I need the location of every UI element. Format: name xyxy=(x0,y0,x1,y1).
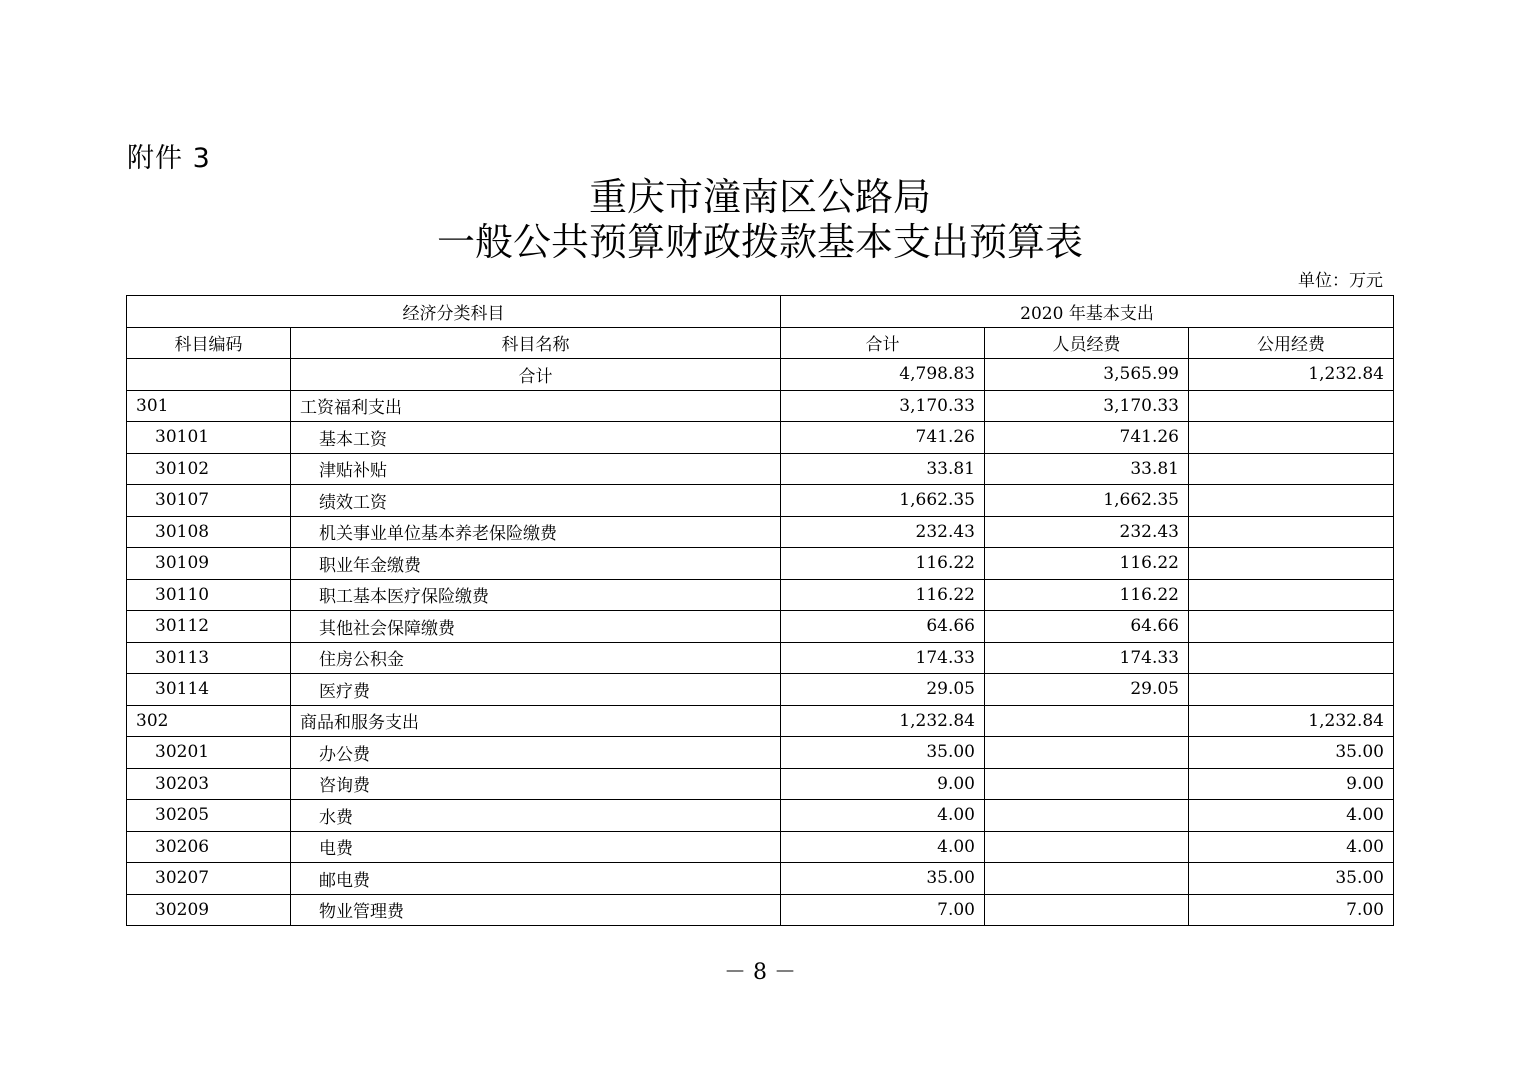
row-personnel: 232.43 xyxy=(985,516,1189,548)
header-row-columns xyxy=(127,327,1394,359)
budget-table xyxy=(126,295,1394,926)
row-name: 津贴补贴 xyxy=(291,453,781,485)
row-personnel xyxy=(985,863,1189,895)
row-personnel: 29.05 xyxy=(985,674,1189,706)
total-row-personnel: 3,565.99 xyxy=(985,359,1189,391)
row-total: 9.00 xyxy=(781,768,985,800)
header-basic-expenditure-2020: 2020 年基本支出 xyxy=(781,296,1394,328)
row-personnel xyxy=(985,894,1189,926)
row-total: 33.81 xyxy=(781,453,985,485)
table-row xyxy=(127,863,1394,895)
row-public: 35.00 xyxy=(1189,863,1394,895)
row-total: 4.00 xyxy=(781,831,985,863)
row-public: 35.00 xyxy=(1189,737,1394,769)
row-personnel: 1,662.35 xyxy=(985,485,1189,517)
row-personnel xyxy=(985,768,1189,800)
row-name: 邮电费 xyxy=(291,863,781,895)
row-public: 9.00 xyxy=(1189,768,1394,800)
table-row xyxy=(127,453,1394,485)
row-public xyxy=(1189,390,1394,422)
header-row-group xyxy=(127,296,1394,328)
row-name: 住房公积金 xyxy=(291,642,781,674)
row-code: 30102 xyxy=(127,453,291,485)
row-public: 4.00 xyxy=(1189,831,1394,863)
row-name: 商品和服务支出 xyxy=(291,705,781,737)
header-personnel: 人员经费 xyxy=(985,327,1189,359)
row-code: 30209 xyxy=(127,894,291,926)
row-code: 30201 xyxy=(127,737,291,769)
row-code: 30114 xyxy=(127,674,291,706)
row-code: 30112 xyxy=(127,611,291,643)
row-personnel: 33.81 xyxy=(985,453,1189,485)
row-code: 30205 xyxy=(127,800,291,832)
row-total: 116.22 xyxy=(781,579,985,611)
row-personnel: 116.22 xyxy=(985,579,1189,611)
table-row xyxy=(127,674,1394,706)
row-name: 机关事业单位基本养老保险缴费 xyxy=(291,516,781,548)
row-name: 水费 xyxy=(291,800,781,832)
table-row xyxy=(127,800,1394,832)
row-public: 1,232.84 xyxy=(1189,705,1394,737)
row-total: 7.00 xyxy=(781,894,985,926)
header-total: 合计 xyxy=(781,327,985,359)
row-total: 174.33 xyxy=(781,642,985,674)
unit-label: 单位：万元 xyxy=(1298,271,1383,291)
row-public: 7.00 xyxy=(1189,894,1394,926)
row-code: 30101 xyxy=(127,422,291,454)
row-public xyxy=(1189,548,1394,580)
row-name: 物业管理费 xyxy=(291,894,781,926)
row-code: 30206 xyxy=(127,831,291,863)
row-total: 29.05 xyxy=(781,674,985,706)
table-row xyxy=(127,768,1394,800)
row-personnel: 116.22 xyxy=(985,548,1189,580)
row-public xyxy=(1189,485,1394,517)
row-public xyxy=(1189,611,1394,643)
row-public xyxy=(1189,453,1394,485)
row-personnel xyxy=(985,737,1189,769)
row-total: 3,170.33 xyxy=(781,390,985,422)
total-row-label: 合计 xyxy=(291,359,781,391)
row-public xyxy=(1189,674,1394,706)
table-row xyxy=(127,548,1394,580)
page-number: － 8 － xyxy=(724,960,796,985)
table-row xyxy=(127,894,1394,926)
row-name: 电费 xyxy=(291,831,781,863)
attachment-label: 附件 3 xyxy=(127,143,211,174)
row-name: 咨询费 xyxy=(291,768,781,800)
row-personnel: 3,170.33 xyxy=(985,390,1189,422)
table-row xyxy=(127,516,1394,548)
row-total: 1,232.84 xyxy=(781,705,985,737)
document-title-line1: 重庆市潼南区公路局 xyxy=(588,175,931,219)
row-public xyxy=(1189,516,1394,548)
table-row xyxy=(127,485,1394,517)
row-total: 232.43 xyxy=(781,516,985,548)
header-public: 公用经费 xyxy=(1189,327,1394,359)
row-name: 其他社会保障缴费 xyxy=(291,611,781,643)
row-public xyxy=(1189,579,1394,611)
total-row-code xyxy=(127,359,291,391)
row-personnel xyxy=(985,705,1189,737)
header-code: 科目编码 xyxy=(127,327,291,359)
total-row-public: 1,232.84 xyxy=(1189,359,1394,391)
table-row xyxy=(127,737,1394,769)
table-row xyxy=(127,642,1394,674)
row-personnel xyxy=(985,831,1189,863)
row-personnel: 174.33 xyxy=(985,642,1189,674)
row-total: 116.22 xyxy=(781,548,985,580)
row-code: 30110 xyxy=(127,579,291,611)
row-personnel xyxy=(985,800,1189,832)
row-total: 64.66 xyxy=(781,611,985,643)
row-code: 30107 xyxy=(127,485,291,517)
row-code: 30207 xyxy=(127,863,291,895)
row-name: 职工基本医疗保险缴费 xyxy=(291,579,781,611)
row-total: 741.26 xyxy=(781,422,985,454)
row-name: 职业年金缴费 xyxy=(291,548,781,580)
row-total: 1,662.35 xyxy=(781,485,985,517)
row-personnel: 64.66 xyxy=(985,611,1189,643)
row-total: 35.00 xyxy=(781,737,985,769)
row-public xyxy=(1189,642,1394,674)
table-row xyxy=(127,422,1394,454)
table-row xyxy=(127,390,1394,422)
row-public: 4.00 xyxy=(1189,800,1394,832)
row-code: 30113 xyxy=(127,642,291,674)
row-name: 绩效工资 xyxy=(291,485,781,517)
total-row-total: 4,798.83 xyxy=(781,359,985,391)
table-row xyxy=(127,611,1394,643)
row-name: 办公费 xyxy=(291,737,781,769)
row-personnel: 741.26 xyxy=(985,422,1189,454)
row-code: 30108 xyxy=(127,516,291,548)
total-row xyxy=(127,359,1394,391)
row-total: 4.00 xyxy=(781,800,985,832)
header-name: 科目名称 xyxy=(291,327,781,359)
row-name: 工资福利支出 xyxy=(291,390,781,422)
table-row xyxy=(127,831,1394,863)
header-economic-classification: 经济分类科目 xyxy=(127,296,781,328)
table-row xyxy=(127,705,1394,737)
row-total: 35.00 xyxy=(781,863,985,895)
row-public xyxy=(1189,422,1394,454)
document-title-line2: 一般公共预算财政拨款基本支出预算表 xyxy=(436,220,1083,264)
row-code: 302 xyxy=(127,705,291,737)
row-name: 基本工资 xyxy=(291,422,781,454)
row-code: 30203 xyxy=(127,768,291,800)
row-code: 301 xyxy=(127,390,291,422)
row-code: 30109 xyxy=(127,548,291,580)
row-name: 医疗费 xyxy=(291,674,781,706)
table-row xyxy=(127,579,1394,611)
